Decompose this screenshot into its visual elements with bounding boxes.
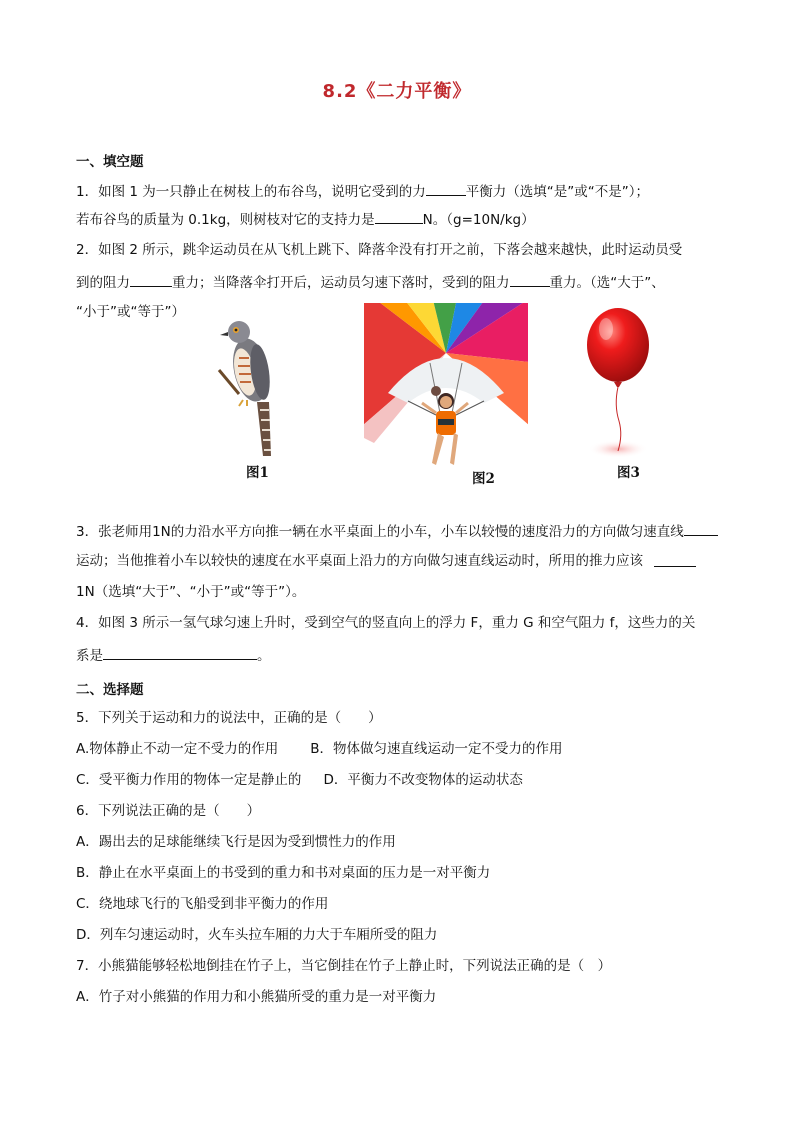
beak: [220, 332, 228, 336]
q1-line2: 若布谷鸟的质量为 0.1kg，则树枝对它的支持力是 N。（g=10N/kg）: [76, 209, 535, 229]
q2-line3: “小于”或“等于”）: [76, 304, 185, 320]
q4-blank: [103, 645, 257, 660]
balloon-image: [578, 305, 658, 467]
q5-stem: 5．下列关于运动和力的说法中，正确的是（ ）: [76, 710, 382, 726]
section-multiple-choice: 二、选择题: [76, 682, 144, 698]
page-title: 8.2《二力平衡》: [322, 81, 472, 102]
figure-1-caption: 图1: [246, 465, 269, 481]
q2-line1: 2．如图 2 所示，跳伞运动员在从飞机上跳下、降落伞没有打开之前，下落会越来越快，此时运动员受: [76, 242, 683, 258]
parachute-image: [364, 303, 528, 475]
q5-option-c: C．受平衡力作用的物体一定是静止的: [76, 772, 302, 788]
q3-line2: 运动；当他推着小车以较快的速度在水平桌面上沿力的方向做匀速直线运动时，所用的推力应该: [76, 553, 643, 569]
q5-option-d: D．平衡力不改变物体的运动状态: [323, 772, 523, 788]
q2-blank-1: [130, 272, 172, 287]
head: [228, 321, 250, 343]
balloon-knot: [614, 382, 622, 387]
q4-line1: 4．如图 3 所示一氢气球匀速上升时，受到空气的竖直向上的浮力 F，重力 G 和空气阻力 f，这些力的关: [76, 615, 696, 631]
q1-blank-2: [375, 209, 423, 224]
q6-option-d: D．列车匀速运动时，火车头拉车厢的力大于车厢所受的阻力: [76, 927, 438, 943]
q6-option-a: A．踢出去的足球能继续飞行是因为受到惯性力的作用: [76, 834, 396, 850]
q6-option-b: B．静止在水平桌面上的书受到的重力和书对桌面的压力是一对平衡力: [76, 865, 491, 881]
q3-line3: 1N（选填“大于”、“小于”或“等于”）。: [76, 584, 306, 600]
q6-option-c: C．绕地球飞行的飞船受到非平衡力的作用: [76, 896, 329, 912]
q2-line2: 到的阻力 重力；当降落伞打开后，运动员匀速下落时，受到的阻力 重力。（选“大于”、: [76, 272, 665, 292]
q6-stem: 6．下列说法正确的是（ ）: [76, 803, 261, 819]
q5-option-a: A.物体静止不动一定不受力的作用: [76, 741, 279, 757]
q7-stem: 7．小熊猫能够轻松地倒挂在竹子上，当它倒挂在竹子上静止时，下列说法正确的是（ ）: [76, 958, 612, 974]
figure-3-caption: 图3: [617, 465, 640, 481]
q5-option-b: B．物体做匀速直线运动一定不受力的作用: [310, 741, 563, 757]
figure-2-caption: 图2: [472, 471, 495, 487]
q3-blank-1: [684, 521, 718, 536]
q4-line2: 系是 。: [76, 645, 271, 665]
section-fill-in-blank: 一、填空题: [76, 154, 144, 170]
q2-blank-2: [510, 272, 550, 287]
q1-blank-1: [426, 181, 466, 196]
cuckoo-bird-image: [205, 310, 295, 460]
q3-blank-2: [654, 552, 696, 567]
q3-line1: 3．张老师用1N的力沿水平方向推一辆在水平桌面上的小车，小车以较慢的速度沿力的方向做匀速直线: [76, 521, 718, 541]
q5-options-cd: [76, 771, 523, 789]
q1-line1: 1．如图 1 为一只静止在树枝上的布谷鸟，说明它受到的力 平衡力（选填“是”或“不是”）；: [76, 181, 649, 201]
q5-options-ab: [76, 740, 563, 758]
q7-option-a: A．竹子对小熊猫的作用力和小熊猫所受的重力是一对平衡力: [76, 989, 437, 1005]
balloon-shadow: [588, 440, 648, 458]
balloon-body: [587, 308, 649, 382]
